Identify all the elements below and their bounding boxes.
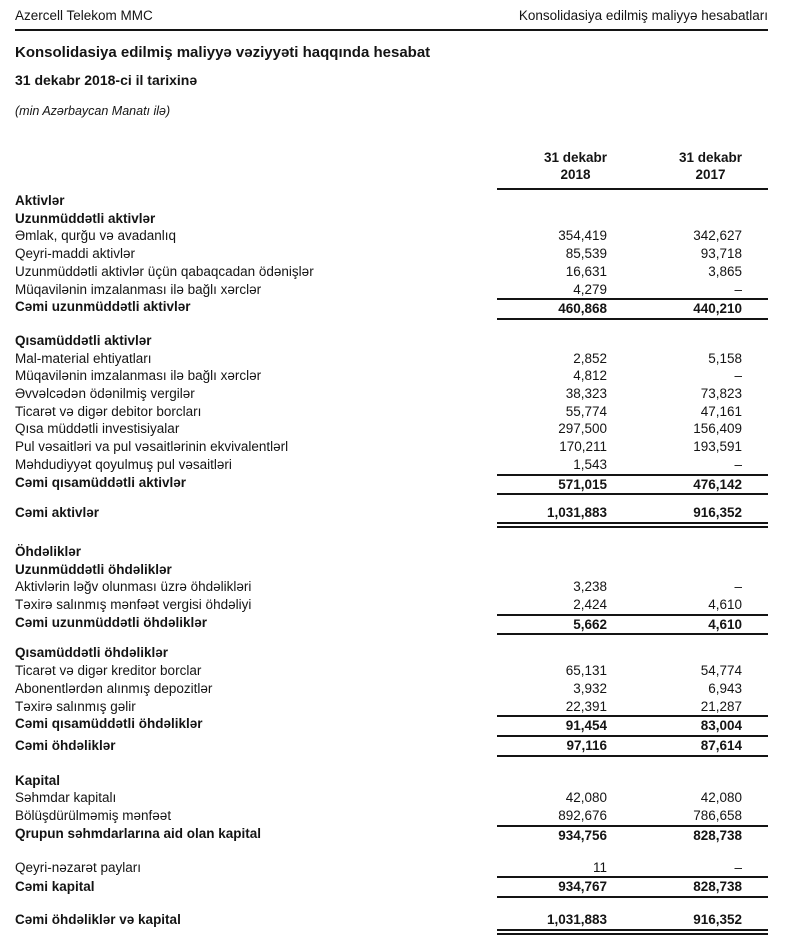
row-values — [497, 715, 768, 737]
row-spacer — [15, 757, 768, 772]
row-label: Kapital — [15, 772, 61, 788]
value-2018: 934,756 — [558, 827, 607, 843]
table-row — [15, 227, 768, 245]
row-values — [497, 561, 768, 579]
value-2017: – — [734, 456, 742, 472]
column-headers — [15, 149, 768, 190]
row-label: Cəmi öhdəliklər — [15, 737, 116, 753]
value-2017 — [607, 772, 742, 790]
column-header-2018-line1: 31 dekabr — [543, 150, 607, 165]
row-spacer — [15, 898, 768, 911]
balance-table — [15, 192, 768, 935]
value-2018: 4,279 — [573, 281, 607, 297]
value-2017: 21,287 — [700, 698, 742, 714]
value-2018: 11 — [592, 859, 607, 875]
company-name: Azercell Telekom MMC — [15, 8, 153, 23]
value-2017: – — [734, 859, 742, 875]
value-2018 — [497, 772, 607, 790]
value-2018 — [497, 561, 607, 579]
row-label: Məhdudiyyət qoyulmuş pul vəsaitləri — [15, 456, 232, 472]
value-2018 — [497, 192, 607, 210]
table-row — [15, 772, 768, 790]
value-2017: 83,004 — [700, 718, 742, 734]
value-2017: 54,774 — [700, 663, 742, 679]
row-values — [497, 420, 768, 438]
value-2017: 916,352 — [693, 911, 742, 927]
value-2017: 42,080 — [700, 790, 742, 806]
row-label: Qısamüddətli öhdəliklər — [15, 645, 169, 661]
page-header — [15, 8, 768, 31]
row-values — [497, 438, 768, 456]
column-headers-rule — [497, 149, 768, 190]
row-label: Uzunmüddətli öhdəliklər — [15, 561, 172, 577]
row-label: Aktivlərin ləğv olunması üzrə öhdəlikləri — [15, 579, 252, 595]
value-2018: 1,031,883 — [546, 911, 607, 927]
table-row — [15, 504, 768, 528]
row-label: Qısa müddətli investisiyalar — [15, 421, 180, 437]
value-2018: 170,211 — [559, 439, 607, 455]
table-row — [15, 298, 768, 320]
row-spacer — [15, 528, 768, 543]
table-row — [15, 332, 768, 350]
row-label: Cəmi uzunmüddətli aktivlər — [15, 299, 191, 315]
row-label: Cəmi qısamüddətli aktivlər — [15, 474, 187, 490]
table-row — [15, 825, 768, 845]
value-2017: 828,738 — [693, 827, 742, 843]
row-values — [497, 772, 768, 790]
row-values — [497, 614, 768, 636]
value-2018: 1,543 — [573, 456, 607, 472]
row-values — [497, 504, 768, 528]
row-label: Aktivlər — [15, 193, 65, 208]
row-label: Təxirə salınmış gəlir — [15, 698, 136, 714]
row-values — [497, 807, 768, 825]
value-2017: 342,627 — [693, 228, 742, 244]
statement-title: Konsolidasiya edilmiş maliyyə vəziyyəti haqqında hesabat — [15, 44, 431, 61]
row-label: Qeyri-maddi aktivlər — [15, 246, 136, 262]
value-2018 — [497, 644, 607, 662]
value-2018: 16,631 — [565, 263, 607, 279]
table-row — [15, 878, 768, 898]
row-values — [497, 210, 768, 228]
row-values — [497, 698, 768, 716]
row-values — [497, 263, 768, 281]
row-values — [497, 367, 768, 385]
table-row — [15, 192, 768, 210]
value-2017 — [607, 210, 742, 228]
column-header-2018-line2: 2018 — [560, 167, 591, 182]
table-row — [15, 456, 768, 474]
value-2018: 3,932 — [573, 680, 607, 696]
column-header-2017-line1: 31 dekabr — [678, 150, 742, 165]
value-2018: 22,391 — [565, 698, 607, 714]
table-row — [15, 350, 768, 368]
value-2018: 354,419 — [558, 228, 607, 244]
table-row — [15, 210, 768, 228]
table-row — [15, 644, 768, 662]
table-row — [15, 474, 768, 496]
row-values — [497, 825, 768, 845]
value-2018: 934,767 — [558, 879, 607, 895]
value-2018: 55,774 — [565, 403, 607, 419]
column-header-2017 — [607, 149, 742, 184]
value-2017: 4,610 — [708, 616, 742, 632]
row-label: Təxirə salınmış mənfəət vergisi öhdəliyi — [15, 597, 252, 613]
value-2017 — [607, 543, 742, 561]
row-label: Cəmi aktivlər — [15, 505, 100, 521]
row-label: Bölüşdürülməmiş mənfəət — [15, 808, 172, 824]
row-label: Uzunmüddətli aktivlər — [15, 210, 156, 226]
row-label: Müqavilənin imzalanması ilə bağlı xərclər — [15, 281, 262, 297]
value-2018: 42,080 — [565, 790, 607, 806]
row-values — [497, 281, 768, 299]
value-2017: 3,865 — [708, 263, 742, 279]
value-2017: – — [734, 281, 742, 297]
row-values — [497, 596, 768, 614]
value-2018: 571,015 — [558, 476, 607, 492]
row-values — [497, 474, 768, 496]
row-label: Cəmi qısamüddətli öhdəliklər — [15, 716, 203, 732]
row-spacer — [15, 320, 768, 332]
table-row — [15, 367, 768, 385]
row-spacer — [15, 635, 768, 644]
row-label: Pul vəsaitləri va pul vəsaitlərinin ekvivalentlərl — [15, 439, 289, 455]
table-row — [15, 420, 768, 438]
row-label: Qeyri-nəzarət payları — [15, 859, 142, 875]
table-row — [15, 715, 768, 737]
row-label: Abonentlərdən alınmış depozitlər — [15, 680, 213, 696]
value-2018: 65,131 — [565, 663, 607, 679]
value-2018 — [497, 543, 607, 561]
value-2018: 91,454 — [565, 718, 607, 734]
row-values — [497, 737, 768, 757]
value-2017: – — [734, 579, 742, 595]
value-2017 — [607, 561, 742, 579]
column-header-2017-line2: 2017 — [695, 167, 726, 182]
value-2017: 916,352 — [693, 505, 742, 521]
table-row — [15, 561, 768, 579]
table-row — [15, 543, 768, 561]
table-row — [15, 698, 768, 716]
row-label: Ticarət və digər debitor borcları — [15, 403, 202, 419]
row-values — [497, 911, 768, 935]
value-2017: – — [734, 368, 742, 384]
table-row — [15, 680, 768, 698]
row-label: Uzunmüddətli aktivlər üçün qabaqcadan ödənişlər — [15, 263, 314, 279]
row-values — [497, 192, 768, 210]
row-values — [497, 578, 768, 596]
report-type: Konsolidasiya edilmiş maliyyə hesabatları — [518, 8, 768, 23]
row-label: Səhmdar kapitalı — [15, 790, 117, 806]
value-2017: 193,591 — [693, 439, 742, 455]
value-2017: 440,210 — [693, 301, 742, 317]
value-2018: 892,676 — [558, 808, 607, 824]
row-spacer — [15, 495, 768, 504]
value-2017: 156,409 — [693, 421, 742, 437]
value-2018: 97,116 — [566, 737, 607, 753]
value-2018: 2,424 — [573, 597, 607, 613]
row-label: Əvvəlcədən ödənilmiş vergilər — [15, 386, 195, 402]
value-2017: 5,158 — [708, 350, 742, 366]
table-row — [15, 385, 768, 403]
value-2018: 5,662 — [573, 616, 607, 632]
value-2018: 297,500 — [558, 421, 607, 437]
value-2018: 460,868 — [558, 301, 607, 317]
table-row — [15, 245, 768, 263]
value-2017 — [607, 332, 742, 350]
value-2017: 476,142 — [693, 476, 742, 492]
row-label: Müqavilənin imzalanması ilə bağlı xərclər — [15, 368, 262, 384]
row-spacer — [15, 845, 768, 859]
row-values — [497, 227, 768, 245]
row-label: Qrupun səhmdarlarına aid olan kapital — [15, 825, 262, 841]
table-row — [15, 263, 768, 281]
table-row — [15, 281, 768, 299]
currency-note: (min Azərbaycan Manatı ilə) — [15, 104, 171, 118]
value-2017: 828,738 — [693, 879, 742, 895]
table-row — [15, 578, 768, 596]
table-row — [15, 859, 768, 879]
value-2017: 93,718 — [700, 246, 742, 262]
value-2018: 3,238 — [573, 579, 607, 595]
value-2018: 4,812 — [573, 368, 607, 384]
row-values — [497, 878, 768, 898]
table-row — [15, 737, 768, 757]
table-row — [15, 614, 768, 636]
row-values — [497, 789, 768, 807]
value-2018: 85,539 — [565, 246, 607, 262]
table-row — [15, 662, 768, 680]
value-2017 — [607, 644, 742, 662]
value-2018: 1,031,883 — [546, 505, 607, 521]
value-2017: 6,943 — [708, 680, 742, 696]
table-row — [15, 403, 768, 421]
value-2017: 47,161 — [700, 403, 742, 419]
row-values — [497, 543, 768, 561]
column-header-2018 — [497, 149, 607, 184]
table-row — [15, 789, 768, 807]
row-values — [497, 859, 768, 879]
row-values — [497, 298, 768, 320]
value-2017: 4,610 — [708, 597, 742, 613]
table-row — [15, 596, 768, 614]
statement-date: 31 dekabr 2018-ci il tarixinə — [15, 72, 198, 88]
value-2017 — [607, 192, 742, 210]
row-label: Qısamüddətli aktivlər — [15, 332, 152, 348]
table-row — [15, 438, 768, 456]
value-2017: 786,658 — [693, 808, 742, 824]
row-values — [497, 662, 768, 680]
row-values — [497, 350, 768, 368]
value-2017: 87,614 — [700, 737, 742, 753]
row-values — [497, 456, 768, 474]
row-label: Cəmi kapital — [15, 879, 95, 895]
row-values — [497, 680, 768, 698]
value-2018 — [497, 210, 607, 228]
row-values — [497, 332, 768, 350]
row-label: Cəmi uzunmüddətli öhdəliklər — [15, 614, 208, 630]
table-row — [15, 911, 768, 935]
value-2018: 2,852 — [573, 350, 607, 366]
row-label: Əmlak, qurğu və avadanlıq — [15, 228, 176, 244]
row-label: Öhdəliklər — [15, 543, 82, 559]
table-row — [15, 807, 768, 825]
row-label: Cəmi öhdəliklər və kapital — [15, 911, 181, 927]
row-label: Mal-material ehtiyatları — [15, 350, 152, 366]
row-values — [497, 385, 768, 403]
value-2018: 38,323 — [565, 386, 607, 402]
row-values — [497, 403, 768, 421]
value-2018 — [497, 332, 607, 350]
value-2017: 73,823 — [700, 386, 742, 402]
row-values — [497, 644, 768, 662]
row-label: Ticarət və digər kreditor borclar — [15, 663, 202, 679]
row-values — [497, 245, 768, 263]
